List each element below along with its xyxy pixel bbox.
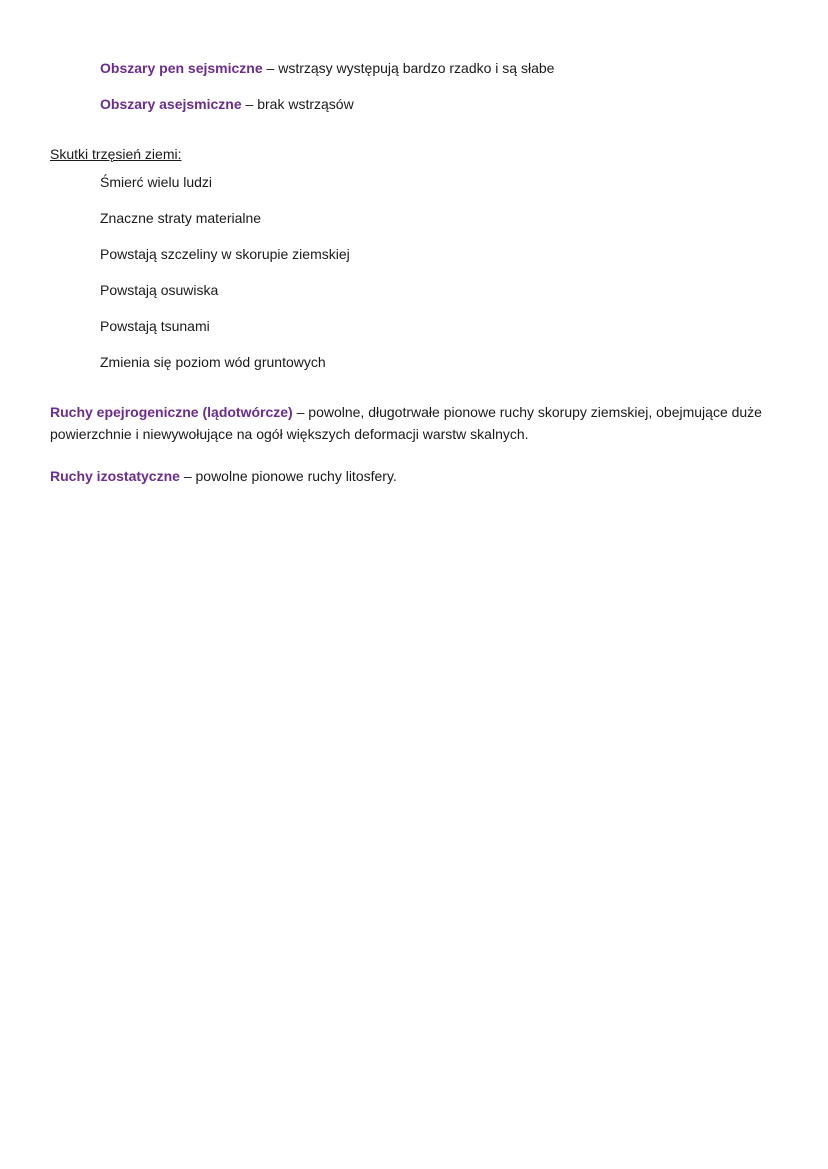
definition-term: Ruchy izostatyczne [50,468,180,484]
zone-entry [100,94,354,114]
effect-item: Powstają tsunami [100,318,210,334]
zone-description: – brak wstrząsów [241,96,354,112]
effect-item: Powstają osuwiska [100,282,219,298]
effect-item: Powstają szczeliny w skorupie ziemskiej [100,246,350,262]
definition-paragraph [50,401,770,445]
effect-item: Zmienia się poziom wód gruntowych [100,354,326,370]
definition-text: – powolne, długotrwałe pionowe ruchy skorupy ziemskiej, obejmujące duże [292,404,762,420]
definition-text: – powolne pionowe ruchy litosfery. [179,468,397,484]
definition-term: Ruchy epejrogeniczne (lądotwórcze) [50,404,293,420]
effect-item: Znaczne straty materialne [100,210,262,226]
zone-term: Obszary asejsmiczne [100,96,242,112]
effects-heading: Skutki trzęsień ziemi: [50,146,182,162]
definition-paragraph [50,466,397,486]
effect-item: Śmierć wielu ludzi [100,174,213,190]
definition-text-continued: powierzchnie i niewywołujące na ogół większych deformacji warstw skalnych. [50,426,529,442]
zone-term: Obszary pen sejsmiczne [100,60,263,76]
zone-entry [100,58,554,78]
zone-description: – wstrząsy występują bardzo rzadko i są słabe [262,60,555,76]
